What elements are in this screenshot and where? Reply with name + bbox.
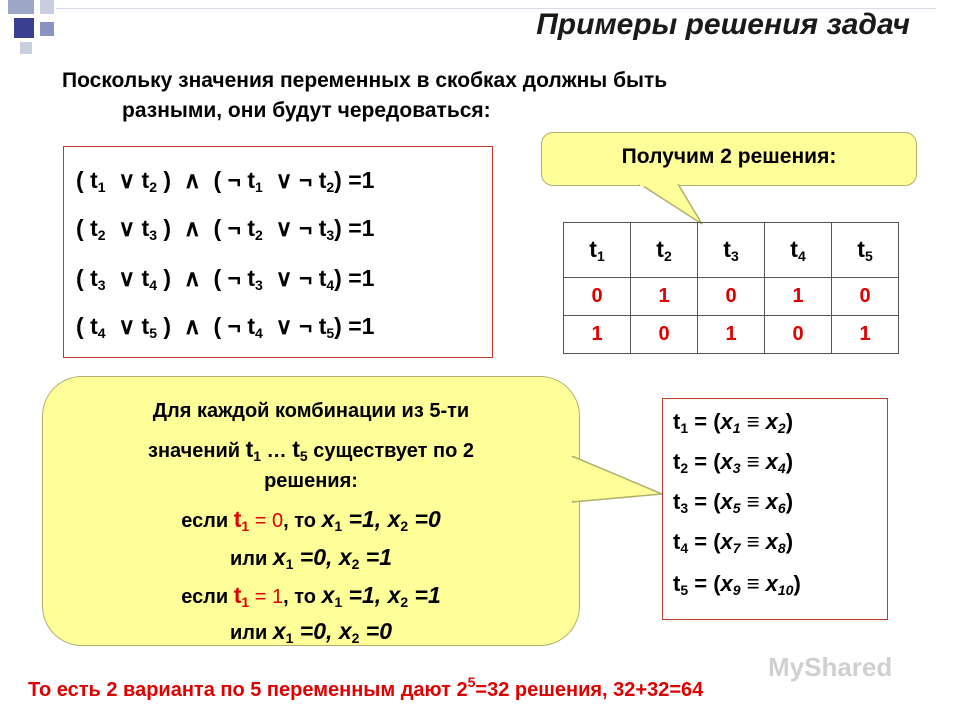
bubble-text: существует по 2 xyxy=(307,440,474,462)
x-subscript: 8 xyxy=(777,540,786,556)
decor-square xyxy=(20,42,32,54)
table-cell: 0 xyxy=(765,316,832,354)
t-subscript: 1 xyxy=(255,179,263,195)
close-paren: ) xyxy=(785,449,794,474)
bubble-text: … xyxy=(261,440,293,462)
equals-one: =1 xyxy=(348,313,375,339)
paren-text: ) xyxy=(157,215,184,241)
t-var: t xyxy=(673,489,681,514)
equiv-symbol: ≡ xyxy=(740,449,766,474)
x-var: x xyxy=(720,529,733,554)
not-symbol: ¬ xyxy=(227,265,241,291)
x-value: =1 xyxy=(408,582,441,608)
equals-text: = ( xyxy=(688,529,721,554)
paren-text: ) xyxy=(334,215,349,241)
bubble-text: решения: xyxy=(264,470,358,492)
t-subscript: 1 xyxy=(97,179,106,195)
t-var: t xyxy=(90,265,98,291)
t-subscript: 3 xyxy=(730,248,739,264)
x-value: =0, xyxy=(293,618,339,644)
x-subscript: 9 xyxy=(732,582,741,598)
table-header-cell xyxy=(765,223,832,278)
t-subscript: 3 xyxy=(149,227,158,243)
table-cell: 0 xyxy=(631,316,698,354)
not-symbol: ¬ xyxy=(227,215,241,241)
t-subscript: 2 xyxy=(255,227,263,243)
close-paren: ) xyxy=(785,489,794,514)
x-value: =1, xyxy=(342,506,388,532)
t-subscript: 4 xyxy=(149,277,158,293)
t-subscript: 4 xyxy=(97,325,106,341)
t-subscript: 5 xyxy=(680,582,689,598)
decor-square xyxy=(8,0,34,14)
and-symbol: ∧ xyxy=(183,265,201,291)
table-cell: 1 xyxy=(564,316,631,354)
t-var: t xyxy=(857,236,865,262)
t-var: t xyxy=(141,167,150,193)
x-var: x xyxy=(321,506,335,532)
t-subscript: 4 xyxy=(797,248,806,264)
t-var: t xyxy=(247,215,256,241)
or-symbol xyxy=(263,215,276,241)
page-title: Примеры решения задач xyxy=(536,8,910,41)
table-cell: 1 xyxy=(698,316,765,354)
not-symbol: ¬ xyxy=(298,167,313,193)
x-subscript: 2 xyxy=(351,630,360,646)
t-value: = 0 xyxy=(249,510,284,532)
t-var: t xyxy=(141,215,150,241)
x-var: x xyxy=(765,529,778,554)
paren-text: ( xyxy=(200,313,228,339)
bubble-case-2 xyxy=(42,582,580,610)
x-value: =0 xyxy=(408,506,441,532)
x-var: x xyxy=(720,571,733,596)
paren-text: ( xyxy=(76,313,91,339)
bubble-line xyxy=(42,400,580,423)
paren-text: ) xyxy=(334,167,349,193)
watermark: MyShared xyxy=(768,652,893,682)
table-cell: 0 xyxy=(564,278,631,316)
x-var: x xyxy=(272,618,286,644)
t-var: t xyxy=(90,167,98,193)
t-var: t xyxy=(247,167,256,193)
or-symbol: ∨ xyxy=(118,215,136,241)
not-symbol: ¬ xyxy=(298,215,313,241)
table-cell: 0 xyxy=(698,278,765,316)
bubble-text: , то xyxy=(283,510,322,532)
x-subscript: 2 xyxy=(400,594,409,610)
callout-pointer xyxy=(600,184,710,226)
not-symbol: ¬ xyxy=(227,167,241,193)
definitions-box xyxy=(662,398,888,620)
bubble-line xyxy=(42,436,580,464)
table-row xyxy=(564,316,899,354)
intro-line: Поскольку значения переменных в скобках должны быть xyxy=(62,69,668,92)
equiv-symbol: ≡ xyxy=(740,529,766,554)
conclusion-suffix: =32 решения, 32+32=64 xyxy=(475,679,704,701)
x-subscript: 1 xyxy=(732,420,741,436)
t-var: t xyxy=(233,506,242,532)
definition-line xyxy=(673,409,793,436)
t-subscript: 2 xyxy=(663,248,672,264)
x-value: =1 xyxy=(359,544,393,570)
bubble-pointer xyxy=(572,456,666,520)
intro-text xyxy=(62,66,882,126)
or-symbol xyxy=(106,313,119,339)
t-subscript: 5 xyxy=(149,325,158,341)
bubble-text: если xyxy=(181,586,234,608)
t-subscript: 1 xyxy=(596,248,605,264)
paren-text: ) xyxy=(334,265,349,291)
table-header-cell xyxy=(832,223,899,278)
definition-line xyxy=(673,529,793,556)
truth-table xyxy=(563,222,899,354)
t-var: t xyxy=(673,529,681,554)
equations-box xyxy=(63,146,493,358)
bubble-text: если xyxy=(181,510,234,532)
table-header-row xyxy=(564,223,899,278)
t-var: t xyxy=(318,215,327,241)
equals-text: = ( xyxy=(688,571,721,596)
x-var: x xyxy=(338,544,352,570)
t-subscript: 5 xyxy=(864,248,873,264)
t-subscript: 1 xyxy=(241,518,250,534)
t-var: t xyxy=(245,436,254,462)
x-var: x xyxy=(387,506,401,532)
x-subscript: 2 xyxy=(777,420,786,436)
t-subscript: 1 xyxy=(680,420,689,436)
t-subscript: 4 xyxy=(255,325,263,341)
x-subscript: 1 xyxy=(334,518,343,534)
solutions-callout xyxy=(541,132,917,186)
x-subscript: 7 xyxy=(732,540,741,556)
t-var: t xyxy=(656,236,664,262)
x-var: x xyxy=(720,409,733,434)
close-paren: ) xyxy=(793,571,801,596)
t-var: t xyxy=(673,449,681,474)
bubble-text: Для каждой комбинации из 5-ти xyxy=(152,400,470,422)
t-subscript: 3 xyxy=(326,227,335,243)
equals-text: = ( xyxy=(688,449,721,474)
x-subscript: 1 xyxy=(334,594,343,610)
paren-text: ) xyxy=(157,313,184,339)
x-subscript: 1 xyxy=(285,630,294,646)
equals-text: = ( xyxy=(688,489,721,514)
definition-line xyxy=(673,489,793,516)
t-var: t xyxy=(589,236,597,262)
equation-line xyxy=(76,167,374,195)
bubble-text: , то xyxy=(283,586,322,608)
t-var: t xyxy=(673,571,681,596)
t-subscript: 1 xyxy=(253,448,262,464)
t-subscript: 3 xyxy=(255,277,263,293)
x-subscript: 1 xyxy=(285,556,294,572)
x-var: x xyxy=(765,571,778,596)
equals-one: =1 xyxy=(348,215,375,241)
conclusion-exponent: 5 xyxy=(467,674,476,690)
decor-square xyxy=(14,18,34,38)
t-subscript: 1 xyxy=(241,594,250,610)
paren-text: ) xyxy=(157,167,184,193)
intro-line: разными, они будут чередоваться: xyxy=(122,99,491,122)
paren-text: ( xyxy=(76,215,91,241)
x-var: x xyxy=(321,582,335,608)
t-subscript: 3 xyxy=(97,277,106,293)
paren-text: ( xyxy=(200,215,228,241)
table-cell: 1 xyxy=(631,278,698,316)
table-cell: 0 xyxy=(832,278,899,316)
bubble-text: или xyxy=(229,622,273,644)
paren-text: ( xyxy=(76,167,91,193)
or-symbol xyxy=(263,167,276,193)
t-subscript: 5 xyxy=(326,325,335,341)
definition-line xyxy=(673,449,793,476)
x-subscript: 6 xyxy=(777,500,786,516)
t-subscript: 3 xyxy=(680,500,689,516)
callout-text: Получим 2 решения: xyxy=(621,145,837,168)
t-subscript: 4 xyxy=(326,277,335,293)
t-var: t xyxy=(723,236,731,262)
t-var: t xyxy=(247,313,256,339)
x-var: x xyxy=(765,489,778,514)
paren-text: ( xyxy=(76,265,91,291)
bubble-case-1 xyxy=(42,506,580,534)
and-symbol: ∧ xyxy=(183,167,201,193)
table-header-cell xyxy=(698,223,765,278)
x-value: =0 xyxy=(359,618,393,644)
or-symbol: ∨ xyxy=(118,167,136,193)
equation-line xyxy=(76,265,374,293)
t-subscript: 2 xyxy=(97,227,106,243)
t-var: t xyxy=(292,436,300,462)
t-subscript: 2 xyxy=(326,179,335,195)
t-var: t xyxy=(90,313,98,339)
or-symbol xyxy=(263,313,276,339)
paren-text: ( xyxy=(200,265,228,291)
definition-line xyxy=(673,571,801,598)
t-var: t xyxy=(318,167,327,193)
conclusion-prefix: То есть 2 варианта по 5 переменным дают 2 xyxy=(28,679,468,701)
x-var: x xyxy=(765,449,778,474)
not-symbol: ¬ xyxy=(298,313,313,339)
t-subscript: 2 xyxy=(680,460,689,476)
equation-line xyxy=(76,215,374,243)
t-var: t xyxy=(673,409,681,434)
x-var: x xyxy=(338,618,352,644)
x-subscript: 4 xyxy=(777,460,786,476)
or-symbol: ∨ xyxy=(275,265,293,291)
equals-one: =1 xyxy=(348,265,375,291)
t-var: t xyxy=(318,313,327,339)
x-value: =0, xyxy=(293,544,339,570)
decor-square xyxy=(40,0,54,14)
decor-square xyxy=(40,22,54,36)
or-symbol: ∨ xyxy=(275,215,293,241)
or-symbol: ∨ xyxy=(118,313,136,339)
or-symbol xyxy=(106,265,119,291)
equiv-symbol: ≡ xyxy=(740,489,766,514)
or-symbol xyxy=(263,265,276,291)
equals-text: = ( xyxy=(688,409,721,434)
and-symbol: ∧ xyxy=(183,215,201,241)
t-subscript: 2 xyxy=(149,179,158,195)
and-symbol: ∧ xyxy=(183,313,201,339)
x-subscript: 10 xyxy=(777,582,794,598)
t-var: t xyxy=(233,582,242,608)
t-var: t xyxy=(247,265,256,291)
bubble-case-1-alt xyxy=(42,544,580,572)
x-var: x xyxy=(720,449,733,474)
equation-line xyxy=(76,313,374,341)
table-header-cell xyxy=(564,223,631,278)
not-symbol: ¬ xyxy=(298,265,313,291)
table-row xyxy=(564,278,899,316)
x-var: x xyxy=(765,409,778,434)
or-symbol: ∨ xyxy=(275,313,293,339)
t-var: t xyxy=(90,215,98,241)
paren-text: ( xyxy=(200,167,228,193)
table-header-cell xyxy=(631,223,698,278)
paren-text: ) xyxy=(157,265,184,291)
t-subscript: 5 xyxy=(299,448,308,464)
bubble-line xyxy=(42,470,580,493)
bubble-text: или xyxy=(229,548,273,570)
conclusion-text xyxy=(28,674,703,702)
close-paren: ) xyxy=(785,529,794,554)
t-var: t xyxy=(318,265,327,291)
bubble-text: значений xyxy=(148,440,246,462)
or-symbol: ∨ xyxy=(118,265,136,291)
t-var: t xyxy=(790,236,798,262)
x-subscript: 2 xyxy=(351,556,360,572)
equiv-symbol: ≡ xyxy=(740,409,766,434)
x-var: x xyxy=(272,544,286,570)
or-symbol xyxy=(106,215,119,241)
t-subscript: 4 xyxy=(680,540,689,556)
paren-text: ) xyxy=(334,313,349,339)
x-var: x xyxy=(387,582,401,608)
t-var: t xyxy=(141,313,150,339)
or-symbol xyxy=(106,167,119,193)
or-symbol: ∨ xyxy=(275,167,293,193)
close-paren: ) xyxy=(785,409,794,434)
x-subscript: 3 xyxy=(732,460,741,476)
table-cell: 1 xyxy=(832,316,899,354)
equals-one: =1 xyxy=(348,167,375,193)
x-var: x xyxy=(720,489,733,514)
equiv-symbol: ≡ xyxy=(740,571,766,596)
x-value: =1, xyxy=(342,582,388,608)
not-symbol: ¬ xyxy=(227,313,241,339)
t-var: t xyxy=(141,265,150,291)
table-cell: 1 xyxy=(765,278,832,316)
bubble-case-2-alt xyxy=(42,618,580,646)
x-subscript: 2 xyxy=(400,518,409,534)
x-subscript: 5 xyxy=(732,500,741,516)
t-value: = 1 xyxy=(249,586,284,608)
